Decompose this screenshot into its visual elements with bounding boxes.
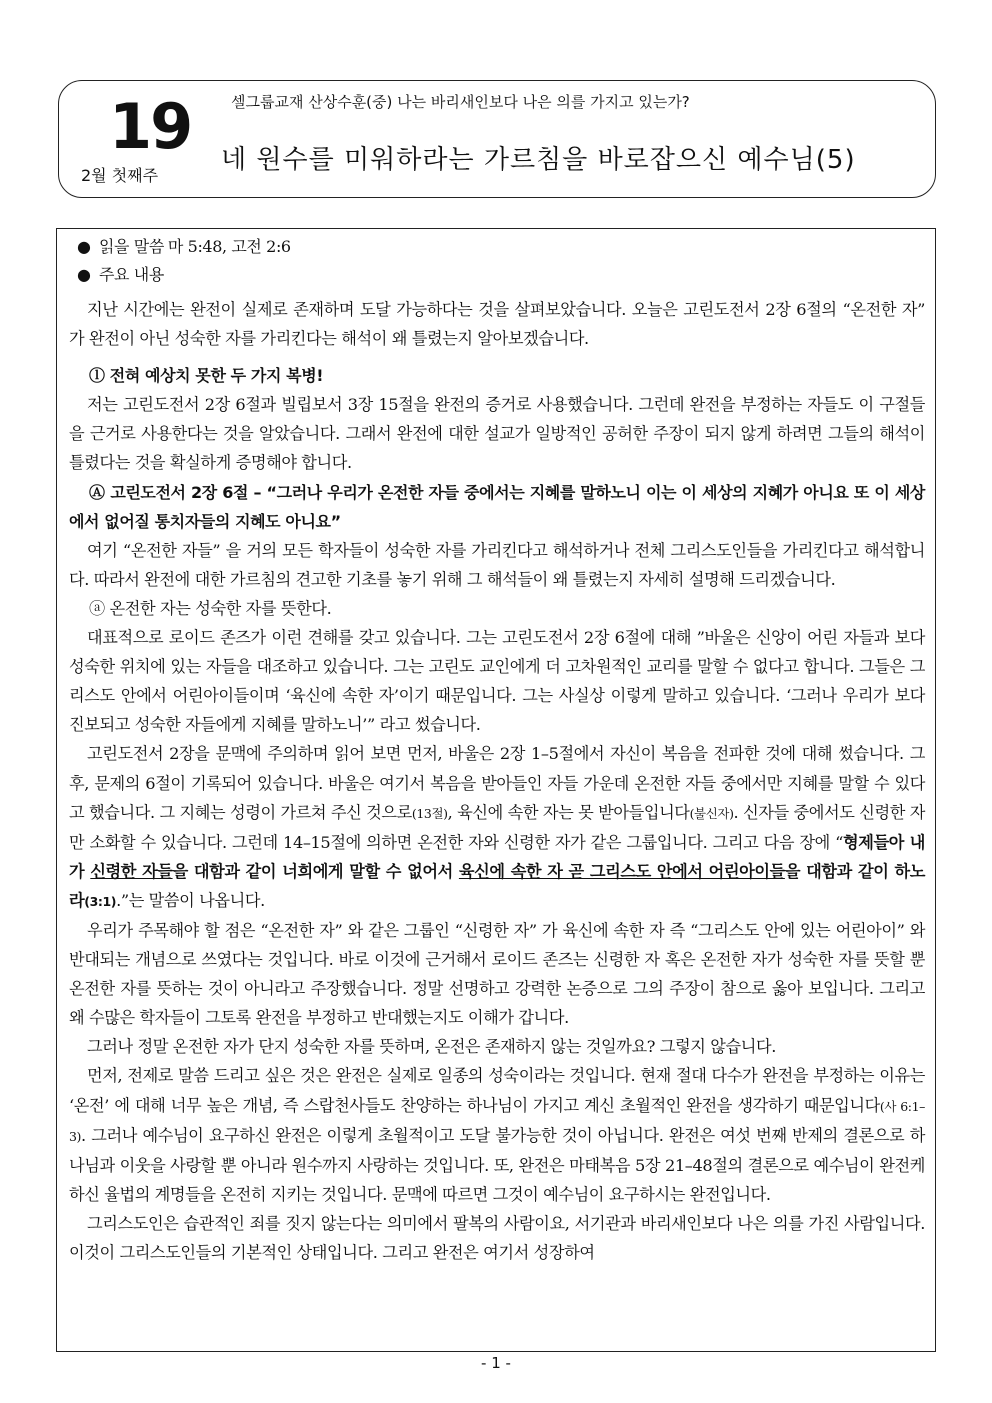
sub-point: ⓐ 온전한 자는 성숙한 자를 뜻한다. — [89, 598, 332, 618]
paragraph-4: 고린도전서 2장을 문맥에 주의하며 읽어 보면 먼저, 바울은 2장 1–5절에서 자신이 복음을 전파한 것에 대해 썼습니다. 그 후, 문제의 6절이 기록되어 있습니다. 바울은 여기서 복음을 받아들인 자들 가운데 온전한 자들 중에서만 지혜를 말할 수 있다고 했습니다. 그 지혜는 성령이 가르쳐 주신 것으로(13절), 육신에 속한 자는 못 받아들입니다(불신자). 신자들 중에서도 신령한 자만 소화할 수 있습니다. 그런데 14–15절에 의하면 온전한 자와 신령한 자가 같은 그룹입니다. 그리고 다음 장에 “형제들아 내가 신령한 자들을 대함과 같이 너희에게 말할 수 없어서 육신에 속한 자 곧 그리스도 안에서 어린아이들을 대함과 같이 하노라(3:1).”는 말씀이 나옵니다. — [69, 744, 925, 910]
paragraph-3: 대표적으로 로이드 존즈가 이런 견해를 갖고 있습니다. 그는 고린도전서 2장 6절에 대해 ”바울은 신앙이 어린 자들과 보다 성숙한 위치에 있는 자들을 대조하고 있습니다. 그는 고린도 교인에게 더 고차원적인 교리를 말할 수 없다고 합니다. 그들은 그리스도 안에서 어린아이들이며 ‘육신에 속한 자’이기 때문입니다. 그는 사실상 이렇게 말하고 있습니다. ‘그러나 우리가 보다 진보되고 성숙한 자들에게 지혜를 말하노니’” 라고 썼습니다. — [69, 628, 925, 735]
paragraph-6: 그러나 정말 온전한 자가 단지 성숙한 자를 뜻하며, 온전은 존재하지 않는 것일까요? 그렇지 않습니다. — [87, 1037, 776, 1057]
paragraph-2: 여기 “온전한 자들” 을 거의 모든 학자들이 성숙한 자를 가리킨다고 해석하거나 전체 그리스도인들을 가리킨다고 해석합니다. 따라서 완전에 대한 가르침의 견고한 기초를 놓기 위해 그 해석들이 왜 틀렸는지 자세히 설명해 드리겠습니다. — [69, 540, 925, 589]
paragraph-5: 우리가 주목해야 할 점은 “온전한 자” 와 같은 그룹인 “신령한 자” 가 육신에 속한 자 즉 “그리스도 안에 있는 어린아이” 와 반대되는 개념으로 쓰였다는 것입니다. 바로 이것에 근거해서 로이드 존즈는 신령한 자 혹은 온전한 자가 성숙한 자를 뜻할 뿐 온전한 자를 뜻하는 것이 아니라고 주장했습니다. 정말 선명하고 강력한 논증으로 그의 주장이 참으로 옳아 보입니다. 그리고 왜 수많은 학자들이 그토록 완전을 부정하고 반대했는지도 이해가 갑니다. — [69, 920, 925, 1028]
quote-heading: Ⓐ 고린도전서 2장 6절 – “그러나 우리가 온전한 자들 중에서는 지혜를 말하노니 이는 이 세상의 지혜가 아니요 또 이 세상에서 없어질 통치자들의 지혜도 아니요” — [69, 482, 925, 531]
content-body — [69, 233, 925, 1267]
paragraph-7: 먼저, 전제로 말씀 드리고 싶은 것은 완전은 실제로 일종의 성숙이라는 것입니다. 현재 절대 다수가 완전을 부정하는 이유는 ‘온전’ 에 대해 너무 높은 개념, 즉 스랍천사들도 찬양하는 하나님이 가지고 계신 초월적인 완전을 생각하기 때문입니다(사 6:1–3). 그러나 예수님이 요구하신 완전은 이렇게 초월적이고 도달 불가능한 것이 아닙니다. 완전은 여섯 번째 반제의 결론으로 하나님과 이웃을 사랑할 뿐 아니라 원수까지 사랑하는 것입니다. 또, 완전은 마태복음 5장 21–48절의 결론으로 예수님이 완전케 하신 율법의 계명들을 온전히 지키는 것입니다. 문맥에 따르면 그것이 예수님이 요구하시는 완전입니다. — [69, 1066, 926, 1204]
lesson-title: 네 원수를 미워하라는 가르침을 바로잡으신 예수님(5) — [221, 145, 856, 175]
intro-paragraph: 지난 시간에는 완전이 실제로 존재하며 도달 가능하다는 것을 살펴보았습니다. 오늘은 고린도전서 2장 6절의 “온전한 자” 가 완전이 아닌 성숙한 자를 가리킨다는 해석이 왜 틀렸는지 알아보겠습니다. — [69, 300, 925, 349]
lesson-header — [58, 80, 936, 198]
reading-bullet — [69, 233, 925, 261]
lesson-number: 19 — [109, 90, 192, 163]
page-number: - 1 - — [481, 1354, 511, 1372]
reading-label: 읽을 말씀 — [99, 237, 164, 256]
paragraph-1: 저는 고린도전서 2장 6절과 빌립보서 3장 15절을 완전의 증거로 사용했습니다. 그런데 완전을 부정하는 자들도 이 구절들을 근거로 사용한다는 것을 알았습니다. 그래서 완전에 대한 설교가 일방적인 공허한 주장이 되지 않게 하려면 그들의 해석이 틀렸다는 것을 확실하게 증명해야 합니다. — [69, 395, 925, 473]
bullet-icon: ● — [77, 237, 91, 256]
main-label: 주요 내용 — [99, 265, 164, 284]
paragraph-8: 그리스도인은 습관적인 죄를 짓지 않는다는 의미에서 팔복의 사람이요, 서기관과 바리새인보다 나은 의를 가진 사람입니다. 이것이 그리스도인들의 기본적인 상태입니다. 그리고 완전은 여기서 성장하여 — [69, 1213, 925, 1262]
main-bullet — [69, 261, 925, 289]
lesson-subtitle: 셀그룹교재 산상수훈(중) 나는 바리새인보다 나은 의를 가지고 있는가? — [231, 93, 690, 111]
reading-refs: 마 5:48, 고전 2:6 — [167, 237, 291, 256]
bullet-icon: ● — [77, 265, 91, 284]
content-frame — [56, 228, 936, 1352]
section-heading: ⓛ 전혀 예상치 못한 두 가지 복병! — [89, 366, 324, 386]
lesson-week: 2월 첫째주 — [81, 166, 159, 185]
